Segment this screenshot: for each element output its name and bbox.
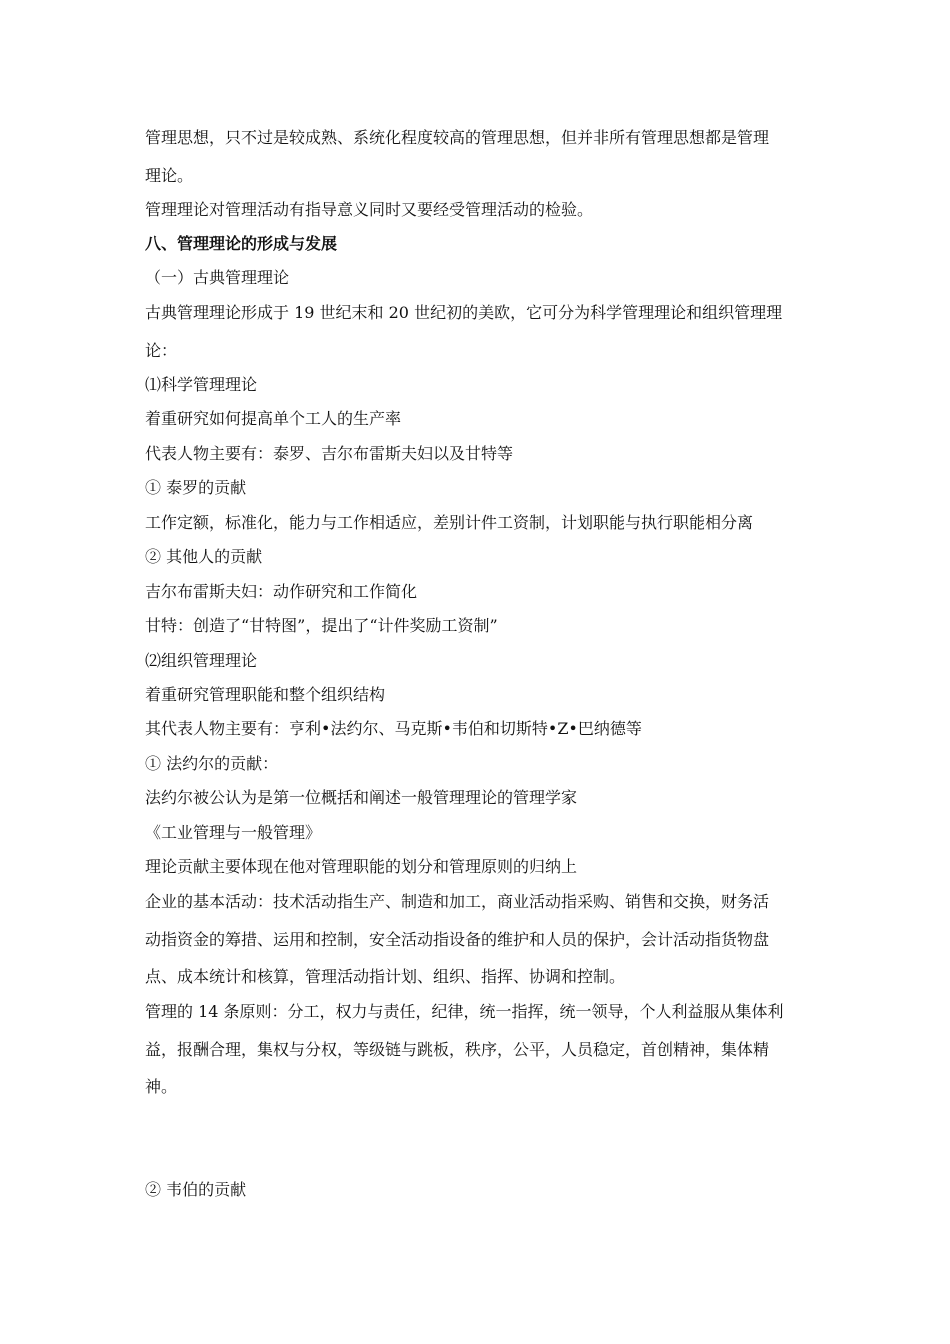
list-heading: ⑵组织管理理论 bbox=[145, 651, 258, 670]
text-line: 管理思想，只不过是较成熟、系统化程度较高的管理思想，但并非所有管理思想都是管理 bbox=[145, 128, 770, 147]
text-line: 动指资金的筹措、运用和控制，安全活动指设备的维护和人员的保护，会计活动指货物盘 bbox=[145, 930, 770, 949]
section-heading: 八、管理理论的形成与发展 bbox=[145, 234, 338, 253]
text-line: 理论。 bbox=[145, 166, 194, 185]
text-line: 工作定额，标准化，能力与工作相适应，差别计件工资制，计划职能与执行职能相分离 bbox=[145, 513, 754, 532]
text-line: 甘特：创造了“甘特图”，提出了“计件奖励工资制” bbox=[145, 616, 498, 635]
text-line: 益，报酬合理，集权与分权，等级链与跳板，秩序，公平，人员稳定，首创精神，集体精 bbox=[145, 1040, 770, 1059]
text-line: 着重研究管理职能和整个组织结构 bbox=[145, 685, 386, 704]
text-line: 管理理论对管理活动有指导意义同时又要经受管理活动的检验。 bbox=[145, 200, 594, 219]
text-line: 古典管理理论形成于 19 世纪末和 20 世纪初的美欧，它可分为科学管理理论和组织管理理 bbox=[145, 303, 783, 322]
text-line: 着重研究如何提高单个工人的生产率 bbox=[145, 409, 402, 428]
text-line: 管理的 14 条原则：分工，权力与责任，纪律，统一指挥，统一领导，个人利益服从集体利 bbox=[145, 1002, 784, 1021]
list-heading: ② 韦伯的贡献 bbox=[145, 1180, 247, 1199]
text-line: 企业的基本活动：技术活动指生产、制造和加工，商业活动指采购、销售和交换，财务活 bbox=[145, 892, 770, 911]
text-line: 理论贡献主要体现在他对管理职能的划分和管理原则的归纳上 bbox=[145, 857, 578, 876]
text-line: 代表人物主要有：泰罗、吉尔布雷斯夫妇以及甘特等 bbox=[145, 444, 514, 463]
text-line: 点、成本统计和核算，管理活动指计划、组织、指挥、协调和控制。 bbox=[145, 967, 626, 986]
text-line: 法约尔被公认为是第一位概括和阐述一般管理理论的管理学家 bbox=[145, 788, 578, 807]
book-title: 《工业管理与一般管理》 bbox=[145, 823, 322, 842]
list-heading: ② 其他人的贡献 bbox=[145, 547, 263, 566]
text-line: 其代表人物主要有：亨利•法约尔、马克斯•韦伯和切斯特•Z•巴纳德等 bbox=[145, 719, 642, 738]
text-line: 神。 bbox=[145, 1077, 178, 1096]
text-line: 论： bbox=[145, 341, 178, 360]
list-heading: ⑴科学管理理论 bbox=[145, 375, 258, 394]
subsection-heading: （一）古典管理理论 bbox=[145, 268, 290, 287]
list-heading: ① 泰罗的贡献 bbox=[145, 478, 247, 497]
text-line: 吉尔布雷斯夫妇：动作研究和工作简化 bbox=[145, 582, 418, 601]
list-heading: ① 法约尔的贡献： bbox=[145, 754, 279, 773]
